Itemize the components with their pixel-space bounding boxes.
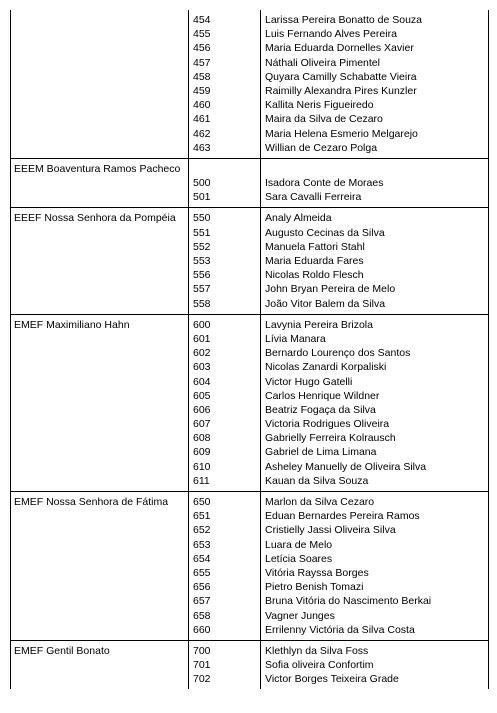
student-number: 600 — [193, 318, 211, 331]
student-number: 556 — [193, 269, 211, 282]
school-group-row — [11, 640, 489, 689]
student-number: 652 — [193, 524, 211, 537]
student-name: Maria Eduarda Fares — [265, 255, 364, 267]
number-cell — [189, 640, 261, 689]
student-name: Klethlyn da Silva Foss — [265, 644, 369, 657]
student-number: 456 — [193, 42, 211, 55]
student-number: 604 — [193, 375, 211, 388]
number-cell — [189, 10, 261, 158]
table-body — [11, 10, 489, 689]
student-number: 702 — [193, 673, 211, 686]
student-number: 658 — [193, 609, 211, 622]
student-name: Augusto Cecinas da Silva — [265, 226, 385, 239]
student-name: Victor Hugo Gatelli — [265, 375, 353, 388]
student-name: Eduan Bernardes Pereira Ramos — [265, 510, 420, 523]
name-cell — [261, 158, 489, 208]
student-name: Carlos Henrique Wildner — [265, 389, 380, 402]
student-number: 700 — [193, 644, 211, 657]
student-number: 462 — [193, 127, 211, 140]
student-number: 601 — [193, 332, 211, 345]
student-name: Willian de Cezaro Polga — [265, 141, 378, 154]
student-name: Manuela Fattori Stahl — [265, 240, 365, 253]
student-name: Bernardo Lourenço dos Santos — [265, 347, 411, 360]
student-number: 651 — [193, 510, 211, 523]
student-name: Isadora Conte de Moraes — [265, 177, 384, 190]
student-name: Sara Cavalli Ferreira — [265, 191, 362, 204]
student-name: Pietro Benish Tomazi — [265, 581, 364, 594]
number-cell — [189, 492, 261, 641]
student-name: Analy Almeida — [265, 212, 332, 225]
school-name-cell — [11, 640, 189, 689]
student-name: Beatriz Fogaça da Silva — [265, 403, 376, 416]
student-number: 553 — [193, 255, 211, 267]
student-name: Nicolas Zanardi Korpaliski — [265, 361, 387, 374]
student-number: 551 — [193, 226, 211, 239]
student-number: 608 — [193, 432, 211, 445]
student-name: Náthali Oliveira Pimentel — [265, 56, 380, 69]
student-number: 650 — [193, 496, 211, 508]
school-group-row — [11, 492, 489, 641]
student-number: 455 — [193, 28, 211, 41]
student-name: Victor Borges Teixeira Grade — [265, 673, 399, 686]
student-name: Raimilly Alexandra Pires Kunzler — [265, 84, 417, 97]
student-name: Larissa Pereira Bonatto de Souza — [265, 14, 423, 26]
school-group-row — [11, 314, 489, 491]
student-name: Quyara Camilly Schabatte Vieira — [265, 70, 417, 83]
school-name: EMEF Nossa Senhora de Fátima — [14, 496, 169, 508]
school-name-cell — [11, 10, 189, 158]
student-name: Vitória Rayssa Borges — [265, 566, 369, 579]
school-name-cell — [11, 314, 189, 491]
student-name: Vagner Junges — [265, 609, 335, 622]
student-number: 611 — [193, 474, 210, 487]
student-name: João Vitor Balem da Silva — [265, 297, 386, 310]
student-name: Marlon da Silva Cezaro — [265, 496, 375, 508]
name-cell — [261, 640, 489, 689]
student-number: 552 — [193, 240, 211, 253]
student-number: 603 — [193, 361, 211, 374]
student-number: 655 — [193, 566, 211, 579]
student-number: 657 — [193, 595, 211, 608]
student-number: 501 — [193, 191, 211, 204]
student-name: Luara de Melo — [265, 538, 333, 551]
student-number: 458 — [193, 70, 211, 83]
student-number: 701 — [193, 659, 211, 672]
student-number: 609 — [193, 446, 211, 459]
student-name: Gabrielly Ferreira Kolrausch — [265, 432, 396, 445]
student-number: 653 — [193, 538, 211, 551]
school-name-cell — [11, 492, 189, 641]
student-name: Kallita Neris Figueiredo — [265, 99, 374, 112]
student-number: 454 — [193, 14, 211, 26]
school-group-row — [11, 208, 489, 314]
student-name: Nicolas Roldo Flesch — [265, 269, 364, 282]
student-number: 457 — [193, 56, 211, 69]
student-number: 461 — [193, 113, 211, 126]
name-cell — [261, 492, 489, 641]
student-name: Maria Helena Esmerio Melgarejo — [265, 127, 418, 140]
student-name: Asheley Manuelly de Oliveira Silva — [265, 460, 427, 473]
student-name: Letícia Soares — [265, 552, 333, 565]
student-number: 607 — [193, 418, 211, 431]
student-name: Bruna Vitória do Nascimento Berkai — [265, 595, 432, 608]
student-name: John Bryan Pereira de Melo — [265, 283, 396, 296]
school-name: EEEM Boaventura Ramos Pacheco — [14, 162, 181, 175]
student-name: Sofia oliveira Confortim — [265, 659, 374, 672]
student-name: Kauan da Silva Souza — [265, 474, 369, 487]
student-number: 459 — [193, 84, 211, 97]
student-number: 656 — [193, 581, 211, 594]
student-list-table — [10, 10, 489, 689]
school-name: EEEF Nossa Senhora da Pompéia — [14, 212, 176, 225]
student-number: 558 — [193, 297, 211, 310]
student-number: 500 — [193, 177, 211, 190]
student-name: Victoria Rodrigues Oliveira — [265, 418, 390, 431]
student-name: Maira da Silva de Cezaro — [265, 113, 383, 126]
number-cell — [189, 314, 261, 491]
student-number: 463 — [193, 141, 211, 154]
school-name: EMEF Gentil Bonato — [14, 644, 110, 657]
school-name-cell — [11, 208, 189, 314]
student-name: Maria Eduarda Dornelles Xavier — [265, 42, 414, 55]
student-number: 602 — [193, 347, 211, 360]
name-cell — [261, 208, 489, 314]
student-number: 660 — [193, 623, 211, 636]
name-cell — [261, 314, 489, 491]
student-number: 460 — [193, 99, 211, 112]
student-name: Errilenny Victória da Silva Costa — [265, 623, 415, 636]
student-name: Lavynia Pereira Brizola — [265, 318, 373, 331]
student-name: Luis Fernando Alves Pereira — [265, 28, 397, 41]
student-number: 654 — [193, 552, 211, 565]
student-name: Cristielly Jassi Oliveira Silva — [265, 524, 396, 537]
school-name-cell — [11, 158, 189, 208]
student-number: 605 — [193, 389, 211, 402]
school-group-row — [11, 158, 489, 208]
school-group-row — [11, 10, 489, 158]
student-number: 606 — [193, 403, 211, 416]
student-number: 557 — [193, 283, 211, 296]
student-number: 550 — [193, 212, 211, 225]
school-name: EMEF Maximiliano Hahn — [14, 318, 130, 331]
student-number: 610 — [193, 460, 211, 473]
student-name: Lívia Manara — [265, 332, 326, 345]
student-name: Gabriel de Lima Limana — [265, 446, 377, 459]
number-cell — [189, 208, 261, 314]
number-cell — [189, 158, 261, 208]
name-cell — [261, 10, 489, 158]
